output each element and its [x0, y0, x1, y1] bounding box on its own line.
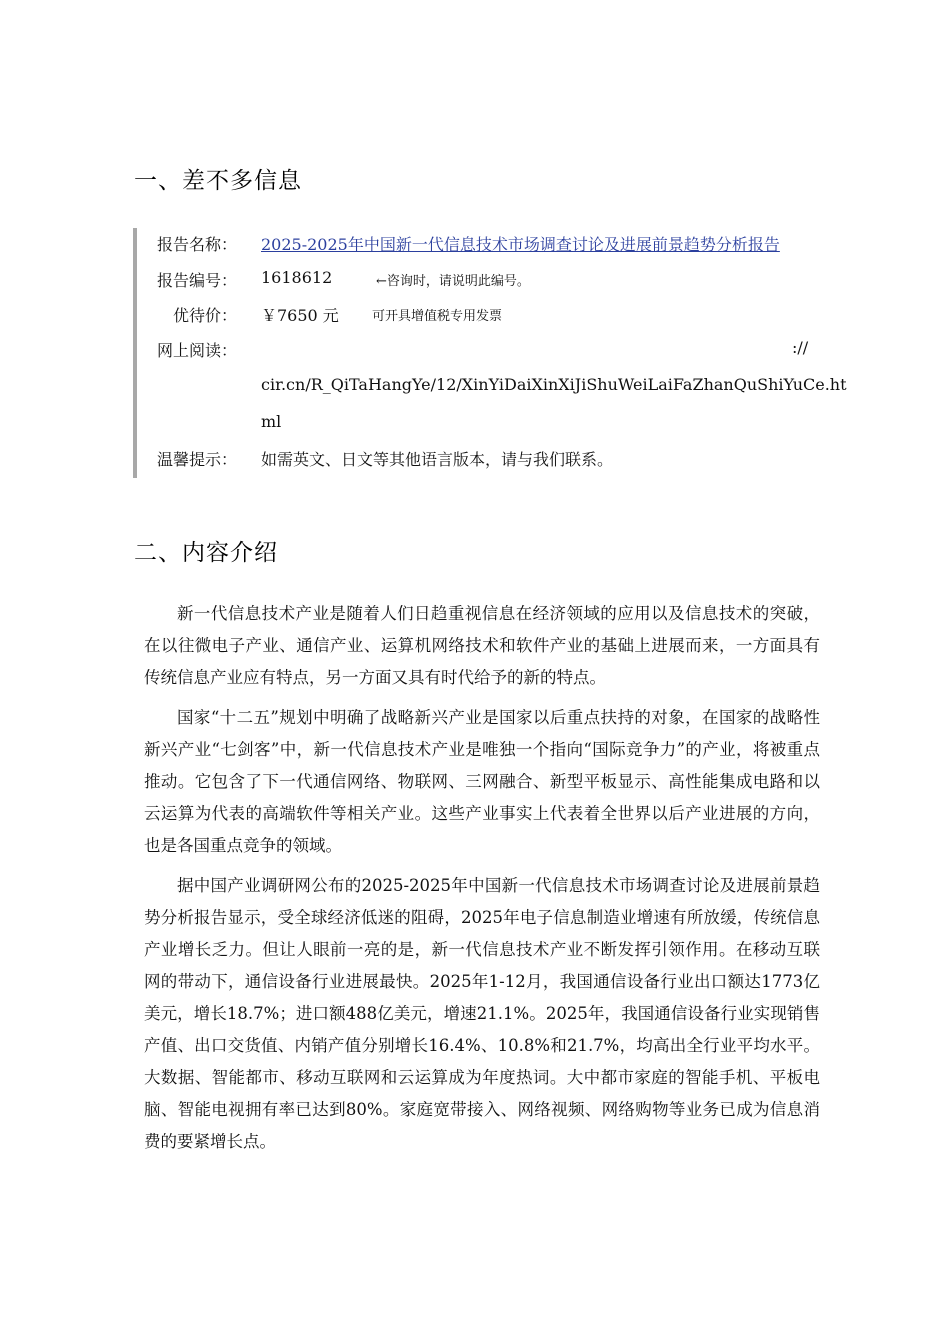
- tip-label: 温馨提示：: [157, 450, 238, 469]
- tip-value: 如需英文、日文等其他语言版本，请与我们联系。: [261, 450, 614, 469]
- section-heading-basic-info: 一、差不多信息: [134, 168, 302, 194]
- price-value: ￥7650 元: [261, 306, 339, 325]
- intro-paragraph-2: 国家“十二五”规划中明确了战略新兴产业是国家以后重点扶持的对象，在国家的战略性新兴产业“七剑客”中，新一代信息技术产业是唯独一个指向“国际竞争力”的产业，将被重点推动。它包含了下一代通信网络、物联网、三网融合、新型平板显示、高性能集成电路和以云运算为代表的高端软件等相关产业。这些产业事实上代表着全世界以后产业进展的方向，也是各国重点竞争的领域。: [144, 708, 820, 855]
- online-url-part-2[interactable]: cir.cn/R_QiTaHangYe/12/XinYiDaiXinXiJiShuWeiLaiFaZhanQuShiYuCe.ht: [261, 375, 847, 394]
- report-info-box: [133, 228, 847, 478]
- report-name-label: 报告名称：: [157, 235, 238, 254]
- report-name-link[interactable]: 2025-2025年中国新一代信息技术市场调查讨论及进展前景趋势分析报告: [261, 235, 780, 254]
- online-url-part-3[interactable]: ml: [261, 412, 282, 431]
- report-code-label: 报告编号：: [157, 271, 238, 290]
- invoice-note: 可开具增值税专用发票: [372, 309, 503, 324]
- online-url-part-1[interactable]: ://: [792, 338, 809, 357]
- price-label: 优待价：: [172, 306, 237, 325]
- report-code-note: ←咨询时，请说明此编号。: [376, 274, 530, 289]
- online-read-label: 网上阅读：: [157, 341, 238, 360]
- intro-paragraph-1: 新一代信息技术产业是随着人们日趋重视信息在经济领域的应用以及信息技术的突破，在以往微电子产业、通信产业、运算机网络技术和软件产业的基础上进展而来，一方面具有传统信息产业应有特点，另一方面又具有时代给予的新的特点。: [144, 604, 820, 687]
- report-code-value: 1618612: [261, 268, 333, 287]
- intro-paragraph-3: 据中国产业调研网公布的2025-2025年中国新一代信息技术市场调查讨论及进展前景趋势分析报告显示，受全球经济低迷的阻碍，2025年电子信息制造业增速有所放缓，传统信息产业增长乏力。但让人眼前一亮的是，新一代信息技术产业不断发挥引领作用。在移动互联网的带动下，通信设备行业进展最快。2025年1-12月，我国通信设备行业出口额达1773亿美元，增长18.7%；进口额488亿美元，增速21.1%。2025年，我国通信设备行业实现销售产值、出口交货值、内销产值分别增长16.4%、10.8%和21.7%，均高出全行业平均水平。大数据、智能都市、移动互联网和云运算成为年度热词。大中都市家庭的智能手机、平板电脑、智能电视拥有率已达到80%。家庭宽带接入、网络视频、网络购物等业务已成为信息消费的要紧增长点。: [144, 876, 820, 1151]
- section-heading-content-intro: 二、内容介绍: [134, 540, 278, 566]
